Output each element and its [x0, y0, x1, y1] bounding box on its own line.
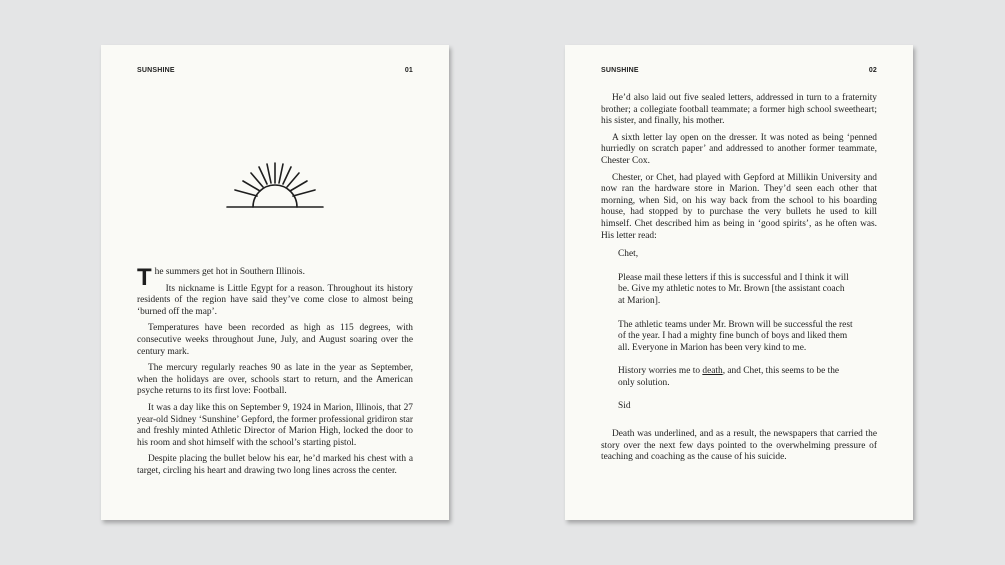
- running-head-title: SUNSHINE: [601, 67, 639, 74]
- letter-text: History worries me to: [618, 366, 703, 377]
- paragraph: Temperatures have been recorded as high as 115 degrees, with consecutive weeks throughout June, July, and August soaring over the century mark.: [137, 323, 413, 357]
- quoted-letter: [618, 249, 853, 413]
- letter-signature: Sid: [618, 401, 631, 412]
- book-page-left: [101, 45, 449, 520]
- page-number: 01: [404, 67, 413, 74]
- right-page-body: [601, 93, 877, 469]
- underlined-word: death: [702, 366, 723, 377]
- letter-paragraph: The athletic teams under Mr. Brown will be successful the rest of the year. I had a mighty fine bunch of boys and liked them all. Everyone in Marion has been very kind to me.: [618, 319, 853, 353]
- paragraph: [137, 264, 413, 291]
- paragraph: Despite placing the bullet below his ear, he’d marked his chest with a target, circling his heart and drawing two long lines across the center.: [137, 454, 413, 476]
- paragraph: The mercury regularly reaches 90 as late in the year as September, when the holidays are over, schools start to return, and the American psyche returns to its first love: Football.: [137, 363, 413, 397]
- page-number: 02: [868, 67, 877, 74]
- paragraph: Death was underlined, and as a result, the newspapers that carried the story over the next few days pointed to the overwhelming pressure of teaching and coaching as the cause of his suicide.: [601, 429, 877, 463]
- left-page-body: [137, 264, 413, 483]
- paragraph: He’d also laid out five sealed letters, addressed in turn to a fraternity brother; a collegiate football teammate; a former high school sweetheart; his sister, and finally, his mother.: [601, 93, 877, 127]
- rising-sun-icon: [226, 161, 324, 211]
- running-header: [601, 67, 877, 74]
- letter-paragraph: [618, 366, 853, 389]
- letter-paragraph: Please mail these letters if this is successful and I think it will be. Give my athletic notes to Mr. Brown [the assistant coach at Marion].: [618, 272, 849, 306]
- letter-salutation: Chet,: [618, 249, 639, 260]
- paragraph: It was a day like this on September 9, 1924 in Marion, Illinois, that 27 year-old Sidney ‘Sunshine’ Gepford, the former professional gridiron star and freshly minted Athletic Director of Marion High, locked the door to his room and shot himself with the school’s starting pistol.: [137, 402, 413, 448]
- drop-cap: T: [137, 264, 152, 291]
- paragraph: A sixth letter lay open on the dresser. It was noted as being ‘penned hurriedly on scratch paper’ and addressed to another former teammate, Chester Cox.: [601, 132, 877, 166]
- book-page-right: [565, 45, 913, 520]
- letter-text: , and Chet, this seems to be the only solution.: [618, 366, 840, 388]
- opening-line: he summers get hot in Southern Illinois.: [154, 267, 305, 277]
- paragraph: Its nickname is Little Egypt for a reason. Throughout its history residents of the region have said they’ve come close to almost being ‘burned off the map’.: [137, 283, 413, 317]
- paragraph: Chester, or Chet, had played with Gepford at Millikin University and now ran the hardware store in Marion. They’d seen each other that morning, when Sid, on his way back from the school to his boarding house, had stopped by to purchase the very bullets he used to kill himself. Chet described him as being in ‘good spirits’, as he often was. His letter read:: [601, 172, 877, 241]
- running-header: [137, 67, 413, 74]
- running-head-title: SUNSHINE: [137, 67, 175, 74]
